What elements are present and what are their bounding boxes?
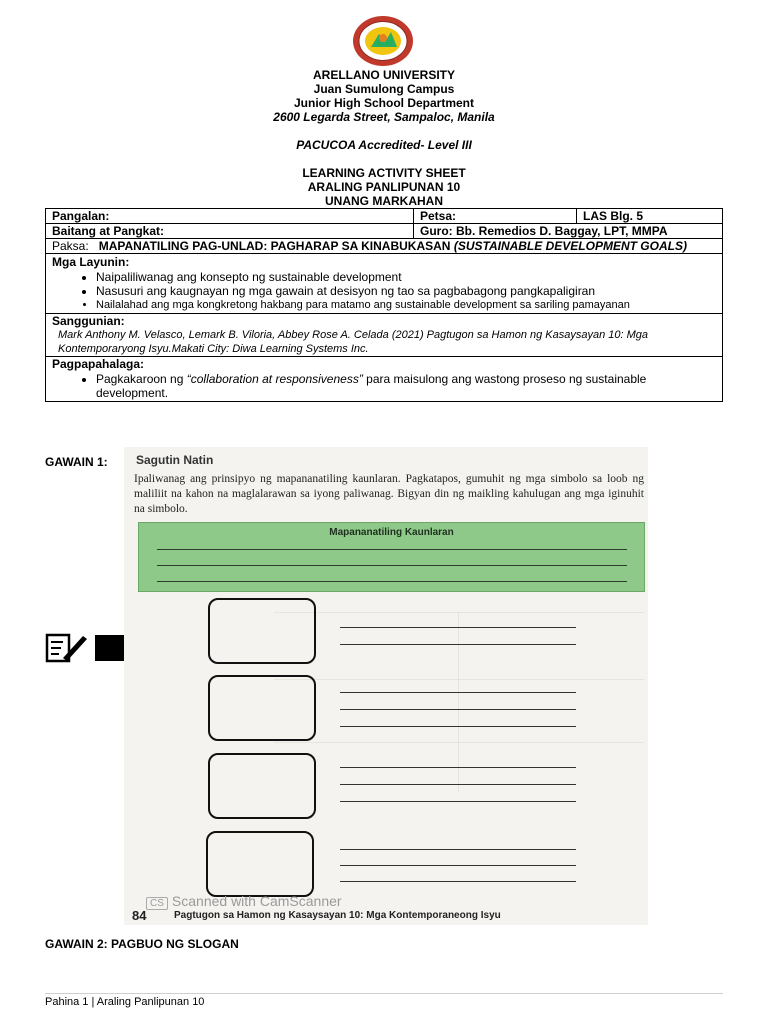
department-name: Junior High School Department (293, 96, 474, 110)
meaning-line[interactable] (340, 767, 576, 768)
answer-line (157, 549, 627, 550)
gawain1-label: GAWAIN 1: (45, 455, 108, 469)
book-page-number: 84 (132, 908, 147, 923)
paksa-english: (SUSTAINABLE DEVELOPMENT GOALS) (453, 239, 687, 253)
paksa-value: MAPANATILING PAG-UNLAD: PAGHARAP SA KINABUKASAN (98, 239, 451, 253)
sanggunian-label: Sanggunian: (52, 314, 125, 328)
symbol-box-3[interactable] (208, 753, 316, 819)
info-table (45, 208, 723, 402)
sanggunian-text: Mark Anthony M. Velasco, Lemark B. Viloria, Abbey Rose A. Celada (2021) Pagtugon sa Hamon ng Kasaysayan 10: Mga Kontemporaryong Isyu.Makati City: Diwa Learning Systems Inc. (58, 329, 649, 355)
sheet-title: LEARNING ACTIVITY SHEET (302, 166, 466, 180)
university-name: ARELLANO UNIVERSITY (312, 68, 455, 82)
list-item: • Nasusuri ang kaugnayan ng mga gawain at desisyon ng tao sa pagbabagong pangkapaligiran (96, 284, 716, 298)
gawain2-label: GAWAIN 2: PAGBUO NG SLOGAN (45, 937, 239, 951)
quarter-title: UNANG MARKAHAN (325, 194, 443, 208)
book-page-title: Pagtugon sa Hamon ng Kasaysayan 10: Mga Kontemporaneong Isyu (174, 910, 501, 921)
pagpapahalaga-list (52, 372, 716, 400)
meaning-line[interactable] (340, 692, 576, 693)
meaning-line[interactable] (340, 865, 576, 866)
pangalan-field[interactable]: Pangalan: (46, 209, 414, 224)
pagpapahalaga-post: para maisulong ang wastong proseso ng sustainable development. (96, 372, 647, 400)
meaning-line[interactable] (340, 801, 576, 802)
paksa-label: Paksa: (52, 239, 89, 253)
bleed-through-line (274, 742, 644, 743)
answer-box[interactable] (138, 522, 645, 592)
petsa-field[interactable]: Petsa: (414, 209, 577, 224)
university-seal-logo (351, 14, 415, 68)
subject-title: ARALING PANLIPUNAN 10 (307, 180, 461, 194)
footer-divider (45, 993, 723, 994)
pagpapahalaga-quote: “collaboration at responsiveness” (186, 372, 363, 386)
scanned-worksheet (124, 447, 648, 925)
worksheet-heading: Sagutin Natin (136, 453, 214, 467)
meaning-line[interactable] (340, 726, 576, 727)
bleed-through-line (458, 612, 459, 792)
list-item (96, 372, 716, 400)
answer-box-title: Mapananatiling Kaunlaran (329, 527, 454, 538)
guro-label: Guro: Bb. Remedios D. Baggay, LPT, MMPA (414, 224, 723, 239)
meaning-line[interactable] (340, 849, 576, 850)
meaning-line[interactable] (340, 709, 576, 710)
layunin-list (52, 270, 716, 312)
writing-pen-icon (45, 632, 127, 664)
baitang-field[interactable]: Baitang at Pangkat: (46, 224, 414, 239)
campus-name: Juan Sumulong Campus (313, 82, 455, 96)
sanggunian-row (46, 314, 723, 357)
paksa-row (46, 239, 723, 254)
symbol-box-2[interactable] (208, 675, 316, 741)
list-item: • Naipaliliwanag ang konsepto ng sustainable development (96, 270, 716, 284)
symbol-box-1[interactable] (208, 598, 316, 664)
layunin-row (46, 254, 723, 314)
meaning-line[interactable] (340, 627, 576, 628)
camscanner-text: Scanned with CamScanner (171, 893, 342, 909)
answer-line (157, 565, 627, 566)
bleed-through-line (274, 679, 644, 680)
camscanner-watermark (146, 893, 342, 910)
pagpapahalaga-pre: Pagkakaroon ng (96, 372, 187, 386)
page-footer: Pahina 1 | Araling Panlipunan 10 (45, 996, 205, 1008)
accreditation: PACUCOA Accredited- Level III (296, 138, 472, 152)
bleed-through-line (274, 612, 644, 613)
worksheet-instruction: Ipaliwanag ang prinsipyo ng mapananatiling kaunlaran. Pagkatapos, gumuhit ng mga simbolo sa loob ng maliliit na kahon na maglalarawan sa iyong paliwanag. Bigyan din ng maikling kahulugan ang mga iginuhit na simbolo. (134, 473, 644, 515)
meaning-line[interactable] (340, 644, 576, 645)
layunin-label: Mga Layunin: (52, 255, 130, 269)
symbol-box-4[interactable] (206, 831, 314, 897)
address: 2600 Legarda Street, Sampaloc, Manila (273, 110, 495, 124)
answer-line (157, 581, 627, 582)
meaning-line[interactable] (340, 784, 576, 785)
list-item: • Nailalahad ang mga kongkretong hakbang para matamo ang sustainable development sa sariling pamayanan (96, 298, 716, 312)
pagpapahalaga-row (46, 357, 723, 402)
meaning-line[interactable] (340, 881, 576, 882)
las-number: LAS Blg. 5 (577, 209, 723, 224)
camscanner-logo: CS (146, 897, 168, 910)
pagpapahalaga-label: Pagpapahalaga: (52, 357, 145, 371)
